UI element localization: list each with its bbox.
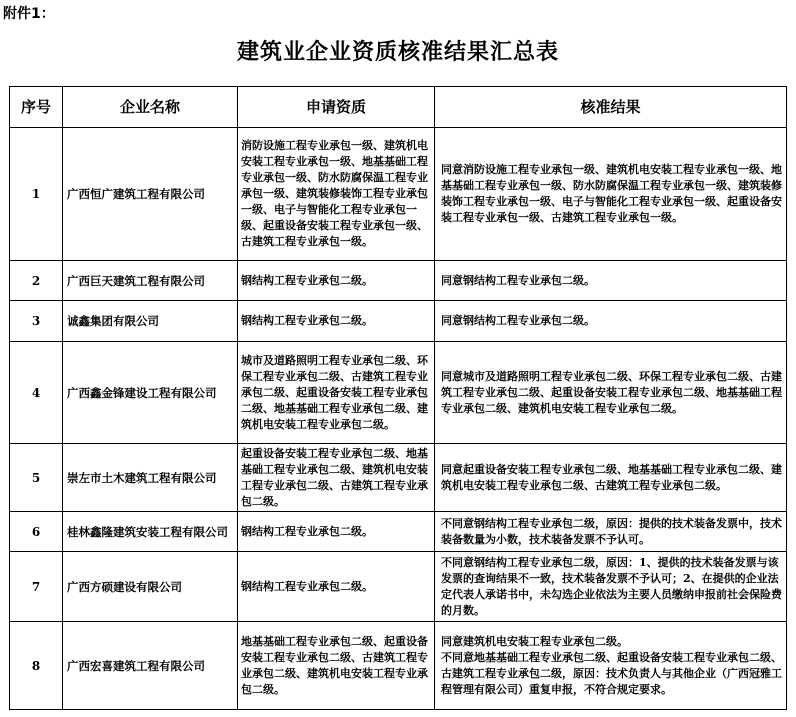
cell-company: 广西宏喜建筑工程有限公司	[63, 622, 238, 710]
cell-company: 崇左市土木建筑工程有限公司	[63, 444, 238, 512]
cell-qualification: 城市及道路照明工程专业承包二级、环保工程专业承包二级、古建筑工程专业承包二级、起重设备安装工程专业承包二级、地基基础工程专业承包二级、建筑机电安装工程专业承包二级。	[238, 342, 435, 444]
cell-seq: 6	[10, 512, 63, 552]
result-line: 同意钢结构工程专业承包二级。	[441, 273, 595, 287]
cell-qualification: 钢结构工程专业承包二级。	[238, 552, 435, 622]
table-row	[10, 301, 787, 342]
table-row	[10, 552, 787, 622]
result-line: 不同意钢结构工程专业承包二级，原因：1、提供的技术装备发票与该发票的查询结果不一致，技术装备发票不予认可；2、在提供的企业法定代表人承诺书中，未勾选企业依法为主要人员缴纳申报前社会保险费的月数。	[441, 555, 782, 617]
page-title: 建筑业企业资质核准结果汇总表	[236, 39, 559, 65]
cell-company: 诚鑫集团有限公司	[63, 301, 238, 342]
cell-result	[435, 128, 787, 261]
cell-qualification: 钢结构工程专业承包二级。	[238, 261, 435, 301]
cell-seq: 8	[10, 622, 63, 710]
table-row	[10, 512, 787, 552]
cell-company: 广西巨天建筑工程有限公司	[63, 261, 238, 301]
cell-seq: 3	[10, 301, 63, 342]
cell-result	[435, 552, 787, 622]
cell-seq: 7	[10, 552, 63, 622]
table-row	[10, 622, 787, 710]
cell-seq: 1	[10, 128, 63, 261]
cell-seq: 4	[10, 342, 63, 444]
cell-qualification: 钢结构工程专业承包二级。	[238, 512, 435, 552]
cell-company: 桂林鑫隆建筑安装工程有限公司	[63, 512, 238, 552]
table-header-row	[10, 87, 787, 128]
cell-qualification: 钢结构工程专业承包二级。	[238, 301, 435, 342]
cell-company: 广西方硕建设有限公司	[63, 552, 238, 622]
cell-qualification: 消防设施工程专业承包一级、建筑机电安装工程专业承包一级、地基基础工程专业承包一级、防水防腐保温工程专业承包一级、建筑装修装饰工程专业承包一级、电子与智能化工程专业承包一级、起重设备安装工程专业承包一级、古建筑工程专业承包一级。	[238, 128, 435, 261]
header-qualification: 申请资质	[238, 87, 435, 128]
attachment-label: 附件1：	[3, 6, 55, 22]
result-line: 同意起重设备安装工程专业承包二级、地基基础工程专业承包二级、建筑机电安装工程专业承包二级、古建筑工程专业承包二级。	[441, 462, 782, 492]
cell-qualification: 起重设备安装工程专业承包二级、地基基础工程专业承包二级、建筑机电安装工程专业承包二级、古建筑工程专业承包二级。	[238, 444, 435, 512]
table-row	[10, 261, 787, 301]
qualification-results-table	[9, 86, 787, 710]
cell-result	[435, 444, 787, 512]
result-line: 同意建筑机电安装工程专业承包二级。	[441, 634, 628, 648]
result-line: 不同意钢结构工程专业承包二级，原因：提供的技术装备发票中，技术装备数量为小数，技术装备发票不予认可。	[441, 516, 782, 546]
table-row	[10, 444, 787, 512]
table-row	[10, 342, 787, 444]
cell-result	[435, 342, 787, 444]
result-line: 同意城市及道路照明工程专业承包二级、环保工程专业承包二级、古建筑工程专业承包二级、起重设备安装工程专业承包二级、地基基础工程专业承包二级、建筑机电安装工程专业承包二级。	[441, 369, 782, 415]
result-line: 同意钢结构工程专业承包二级。	[441, 314, 595, 327]
header-seq: 序号	[10, 87, 63, 128]
header-result: 核准结果	[435, 87, 787, 128]
cell-result	[435, 512, 787, 552]
cell-seq: 2	[10, 261, 63, 301]
header-company: 企业名称	[63, 87, 238, 128]
cell-company: 广西鑫金锋建设工程有限公司	[63, 342, 238, 444]
cell-result	[435, 622, 787, 710]
cell-seq: 5	[10, 444, 63, 512]
result-line: 同意消防设施工程专业承包一级、建筑机电安装工程专业承包一级、地基基础工程专业承包一级、防水防腐保温工程专业承包一级、建筑装修装饰工程专业承包一级、电子与智能化工程专业承包一级、起重设备安装工程专业承包一级、古建筑工程专业承包一级。	[441, 163, 782, 224]
cell-qualification: 地基基础工程专业承包二级、起重设备安装工程专业承包二级、古建筑工程专业承包二级、建筑机电安装工程专业承包二级。	[238, 622, 435, 710]
table-row	[10, 128, 787, 261]
cell-company: 广西恒广建筑工程有限公司	[63, 128, 238, 261]
cell-result	[435, 301, 787, 342]
result-line: 不同意地基基础工程专业承包二级、起重设备安装工程专业承包二级、古建筑工程专业承包二级，原因：技术负责人与其他企业（广西冠雅工程管理有限公司）重复申报，不符合规定要求。	[441, 650, 782, 696]
cell-result	[435, 261, 787, 301]
